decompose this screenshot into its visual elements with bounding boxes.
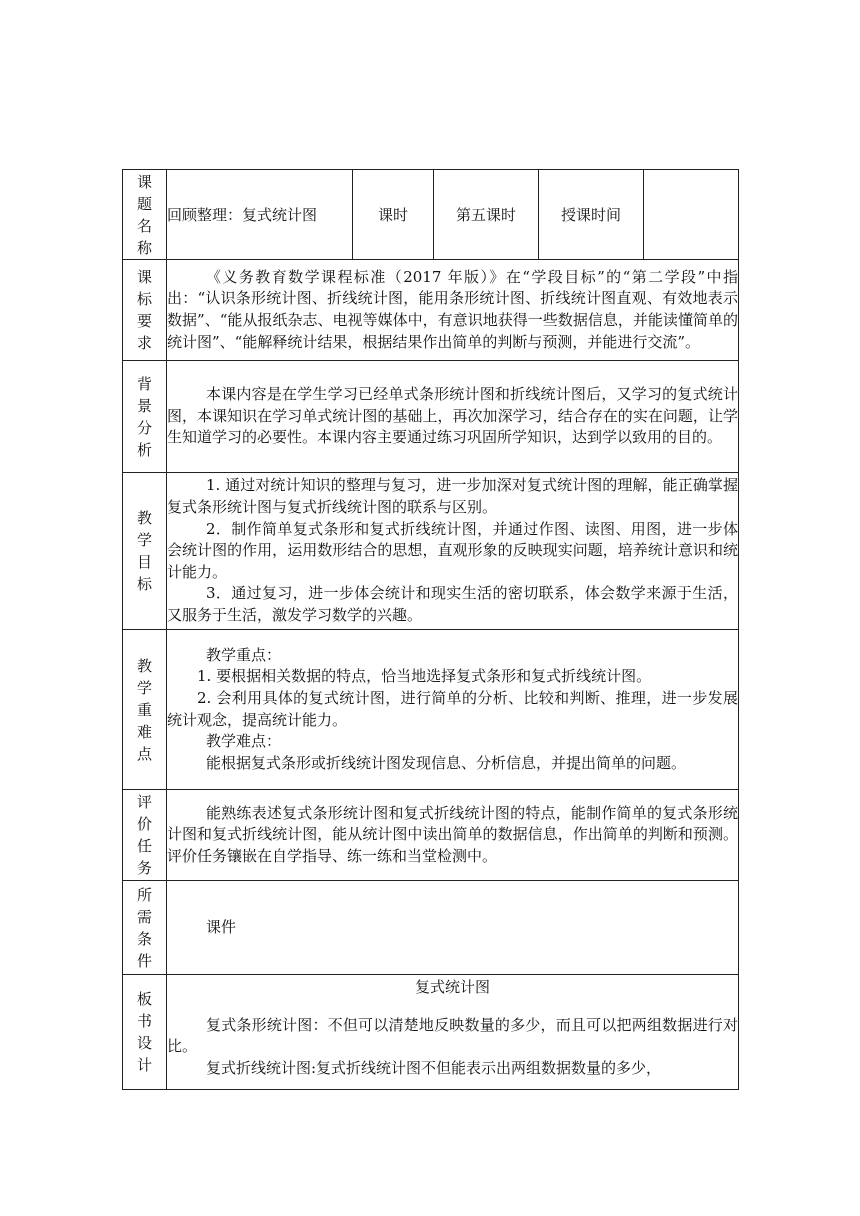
- standard-content: [167, 260, 739, 361]
- evaluation-label: 评 价 任 务: [123, 790, 167, 881]
- lesson-plan-table: [122, 169, 739, 1090]
- standard-row: [123, 260, 739, 361]
- evaluation-content: [167, 790, 739, 881]
- background-label: 背 景 分 析: [123, 361, 167, 473]
- objective-item: 1. 通过对统计知识的整理与复习，进一步加深对复式统计图的理解，能正确掌握复式条形统计图与复式折线统计图的联系与区别。: [167, 476, 738, 517]
- objectives-content: [167, 473, 739, 630]
- background-row: [123, 361, 739, 473]
- focus-title: 教学重点：: [206, 645, 282, 664]
- board-content: [167, 975, 739, 1090]
- standard-label: 课 标 要 求: [123, 260, 167, 361]
- period-label: 课时: [353, 170, 434, 260]
- board-spacer: [167, 999, 738, 1015]
- board-title: 复式统计图: [414, 978, 490, 996]
- objectives-row: [123, 473, 739, 630]
- conditions-content: [167, 881, 739, 975]
- board-line: 复式折线统计图:复式折线统计图不但能表示出两组数据数量的多少，: [206, 1058, 662, 1077]
- objective-item: 3．通过复习，进一步体会统计和现实生活的密切联系，体会数学来源于生活，又服务于生活，激发学习数学的兴趣。: [167, 584, 738, 624]
- board-label: 板 书 设 计: [123, 975, 167, 1090]
- evaluation-text: 能熟练表述复式条形统计图和复式折线统计图的特点，能制作简单的复式条形统计图和复式折线统计图，能从统计图中读出简单的数据信息，作出简单的判断和预测。评价任务镶嵌在自学指导、练一练和当堂检测中。: [167, 803, 738, 865]
- standard-text: 《义务教育数学课程标准（2017 年版）》在“学段目标”的“第二学段”中指出：“认识条形统计图、折线统计图，能用条形统计图、折线统计图直观、有效地表示数据”、“能从报纸杂志、电视等媒体中，有意识地获得一些数据信息，并能读懂简单的统计图”、“能解释统计结果，根据结果作出简单的判断与预测，并能进行交流”。: [167, 267, 738, 351]
- period-value: 第五课时: [434, 170, 539, 260]
- conditions-row: [123, 881, 739, 975]
- difficulty-title: 教学难点：: [206, 732, 282, 751]
- keypoints-row: [123, 630, 739, 790]
- objective-item: 2．制作简单复式条形和复式折线统计图，并通过作图、读图、用图，进一步体会统计图的作用，运用数形结合的思想，直观形象的反映现实问题，培养统计意识和统计能力。: [167, 519, 738, 581]
- time-value: [644, 170, 739, 260]
- evaluation-row: [123, 790, 739, 881]
- objectives-label: 教 学 目 标: [123, 473, 167, 630]
- background-content: [167, 361, 739, 473]
- board-line: 复式条形统计图：不但可以清楚地反映数量的多少，而且可以把两组数据进行对比。: [167, 1015, 738, 1056]
- conditions-label: 所 需 条 件: [123, 881, 167, 975]
- difficulty-text: 能根据复式条形或折线统计图发现信息、分析信息，并提出简单的问题。: [206, 753, 687, 772]
- topic-value: 回顾整理：复式统计图: [167, 170, 353, 260]
- focus-item: 1. 要根据相关数据的特点，恰当地选择复式条形和复式折线统计图。: [197, 667, 652, 686]
- keypoints-content: [167, 630, 739, 790]
- board-row: [123, 975, 739, 1090]
- topic-row: [123, 170, 739, 260]
- conditions-text: 课件: [206, 917, 237, 936]
- background-text: 本课内容是在学生学习已经单式条形统计图和折线统计图后，又学习的复式统计图，本课知识在学习单式统计图的基础上，再次加深学习，结合存在的实在问题，让学生知道学习的必要性。本课内容主要通过练习巩固所学知识，达到学以致用的目的。: [167, 385, 738, 447]
- focus-item: 2. 会利用具体的复式统计图，进行简单的分析、比较和判断、推理，进一步发展统计观念，提高统计能力。: [167, 688, 738, 729]
- keypoints-label: 教 学 重 难 点: [123, 630, 167, 790]
- time-label: 授课时间: [539, 170, 644, 260]
- topic-label: 课 题 名 称: [123, 170, 167, 260]
